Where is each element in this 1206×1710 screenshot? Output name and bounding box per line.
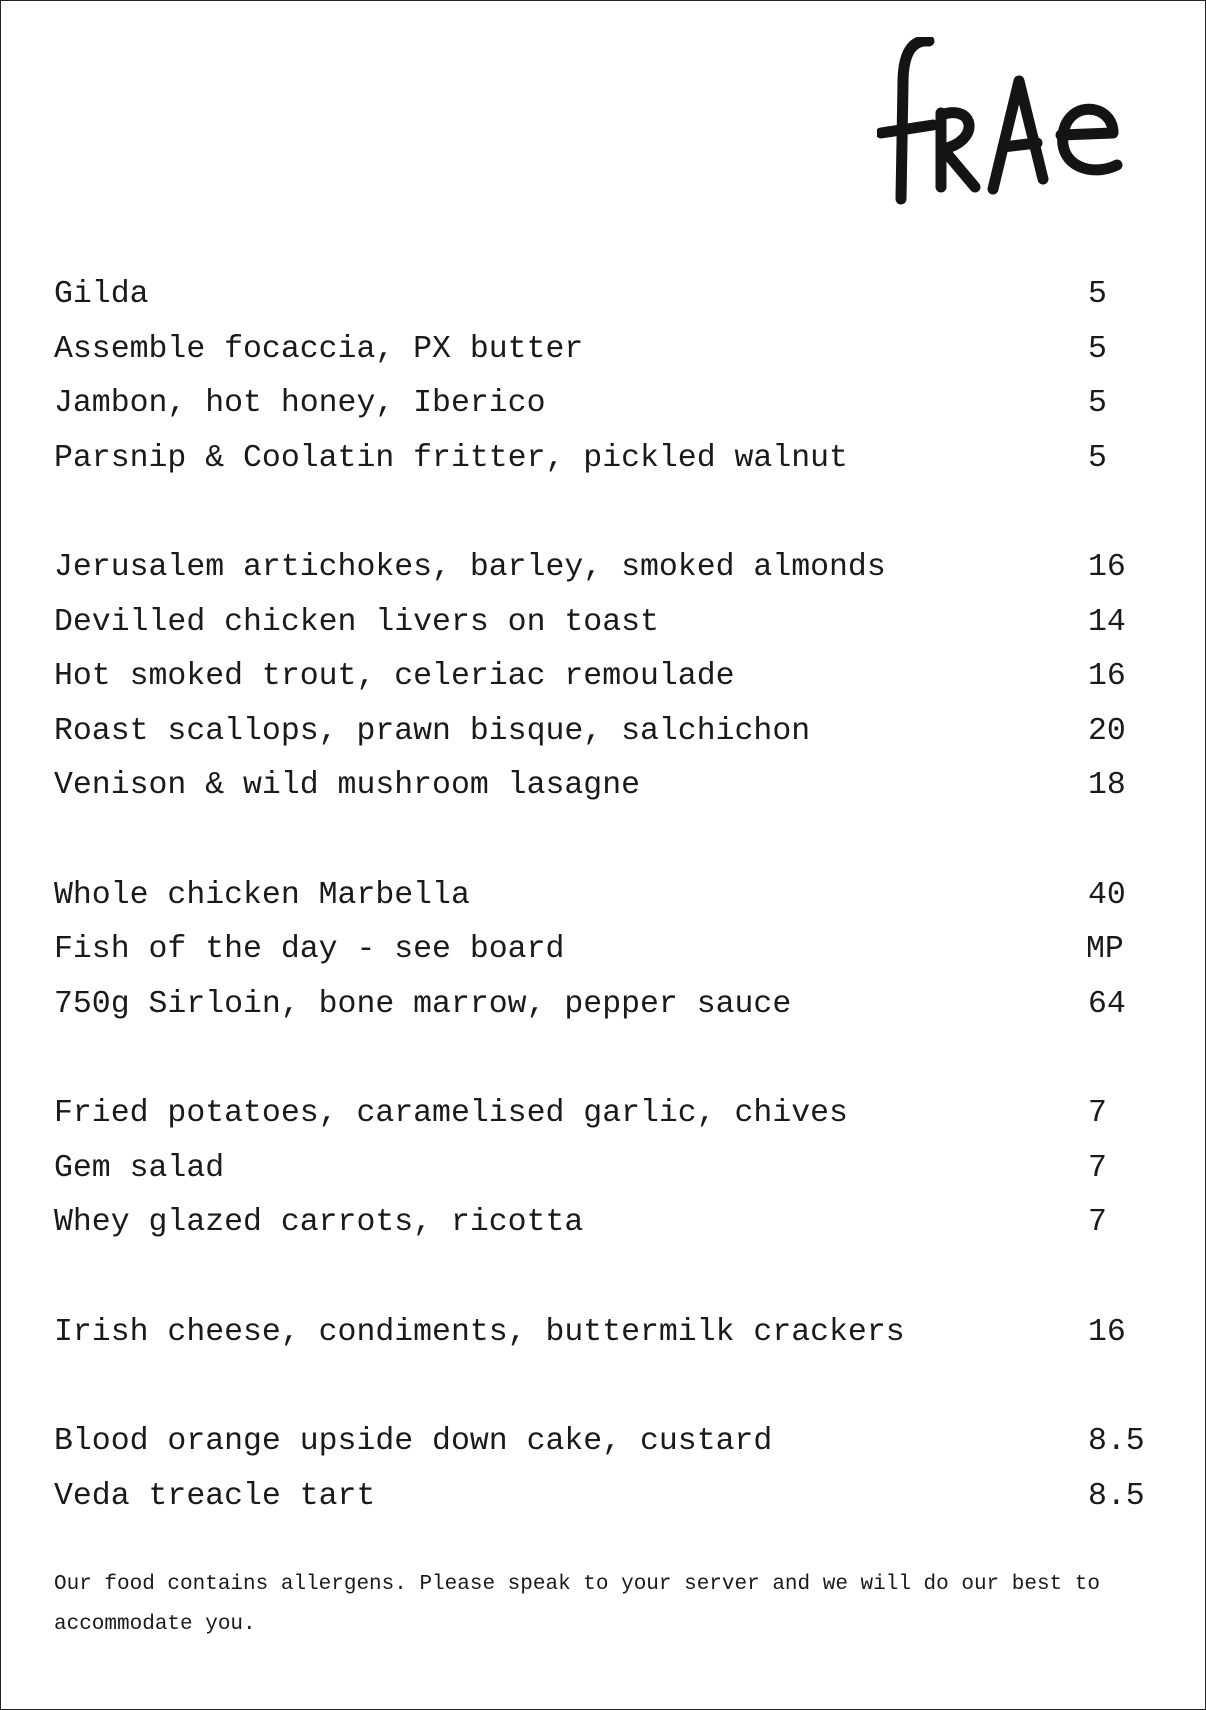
menu-item bbox=[54, 1306, 1164, 1361]
menu-item-name: Whey glazed carrots, ricotta bbox=[54, 1205, 584, 1240]
menu-item bbox=[54, 1415, 1164, 1470]
menu-item-name: Veda treacle tart bbox=[54, 1478, 376, 1514]
menu-item-name: Fish of the day - see board bbox=[54, 932, 565, 967]
menu-item-price: MP bbox=[1086, 932, 1124, 967]
menu-item-name: Assemble focaccia, PX butter bbox=[54, 331, 584, 367]
menu-item bbox=[54, 1470, 1164, 1525]
menu-item bbox=[54, 1087, 1164, 1142]
menu-item-name: Jerusalem artichokes, barley, smoked almonds bbox=[54, 550, 886, 585]
menu-item bbox=[54, 432, 1164, 487]
menu-item-price: 7 bbox=[1088, 1205, 1107, 1240]
menu-section bbox=[54, 1087, 1164, 1251]
allergen-note: Our food contains allergens. Please speak to your server and we will do our best to accommodate you. bbox=[54, 1573, 1100, 1636]
menu-item bbox=[54, 1196, 1164, 1251]
frae-logo bbox=[877, 37, 1133, 209]
menu-item-price: 20 bbox=[1088, 713, 1126, 749]
menu-item bbox=[54, 759, 1164, 814]
menu-section bbox=[54, 541, 1164, 814]
frae-logo-icon bbox=[877, 37, 1133, 209]
menu-item-name: Fried potatoes, caramelised garlic, chives bbox=[54, 1096, 848, 1131]
menu-item bbox=[54, 869, 1164, 924]
menu-item bbox=[54, 596, 1164, 651]
menu-item-name: Whole chicken Marbella bbox=[54, 877, 470, 913]
menu-item-price: 16 bbox=[1088, 659, 1126, 694]
menu-list bbox=[54, 268, 1164, 1524]
menu-item bbox=[54, 923, 1164, 978]
menu-item-name: Irish cheese, condiments, buttermilk crackers bbox=[54, 1314, 905, 1350]
menu-item bbox=[54, 268, 1164, 323]
menu-item-name: Parsnip & Coolatin fritter, pickled walnut bbox=[54, 440, 848, 476]
menu-item-price: 7 bbox=[1088, 1096, 1107, 1131]
menu-item bbox=[54, 978, 1164, 1033]
menu-item bbox=[54, 323, 1164, 378]
menu-item bbox=[54, 541, 1164, 596]
menu-item bbox=[54, 1142, 1164, 1197]
menu-item-price: 14 bbox=[1088, 604, 1126, 640]
menu-item-name: Jambon, hot honey, Iberico bbox=[54, 386, 546, 421]
menu-item bbox=[54, 705, 1164, 760]
menu-item-name: Hot smoked trout, celeriac remoulade bbox=[54, 659, 735, 694]
menu-item-price: 16 bbox=[1088, 550, 1126, 585]
menu-item-price: 16 bbox=[1088, 1314, 1126, 1350]
menu-item-price: 8.5 bbox=[1088, 1424, 1145, 1459]
menu-item-price: 5 bbox=[1088, 440, 1107, 476]
menu-section bbox=[54, 869, 1164, 1033]
menu-item-name: Gem salad bbox=[54, 1150, 225, 1186]
menu-section bbox=[54, 1306, 1164, 1361]
menu-item-name: Blood orange upside down cake, custard bbox=[54, 1424, 773, 1459]
menu-item-name: Venison & wild mushroom lasagne bbox=[54, 768, 640, 803]
menu-item-name: Gilda bbox=[54, 277, 149, 312]
menu-item-price: 5 bbox=[1088, 386, 1107, 421]
menu-item-name: Devilled chicken livers on toast bbox=[54, 604, 659, 640]
menu-item-name: 750g Sirloin, bone marrow, pepper sauce bbox=[54, 986, 792, 1022]
menu-section bbox=[54, 1415, 1164, 1524]
menu-item-price: 18 bbox=[1088, 768, 1126, 803]
menu-item-price: 8.5 bbox=[1088, 1478, 1145, 1514]
menu-section bbox=[54, 268, 1164, 486]
menu-item-price: 5 bbox=[1088, 277, 1107, 312]
menu-item-price: 64 bbox=[1088, 986, 1126, 1022]
menu-item-price: 7 bbox=[1088, 1150, 1107, 1186]
menu-item-name: Roast scallops, prawn bisque, salchichon bbox=[54, 713, 811, 749]
menu-item-price: 40 bbox=[1088, 877, 1126, 913]
menu-item bbox=[54, 377, 1164, 432]
menu-item bbox=[54, 650, 1164, 705]
menu-item-price: 5 bbox=[1088, 331, 1107, 367]
